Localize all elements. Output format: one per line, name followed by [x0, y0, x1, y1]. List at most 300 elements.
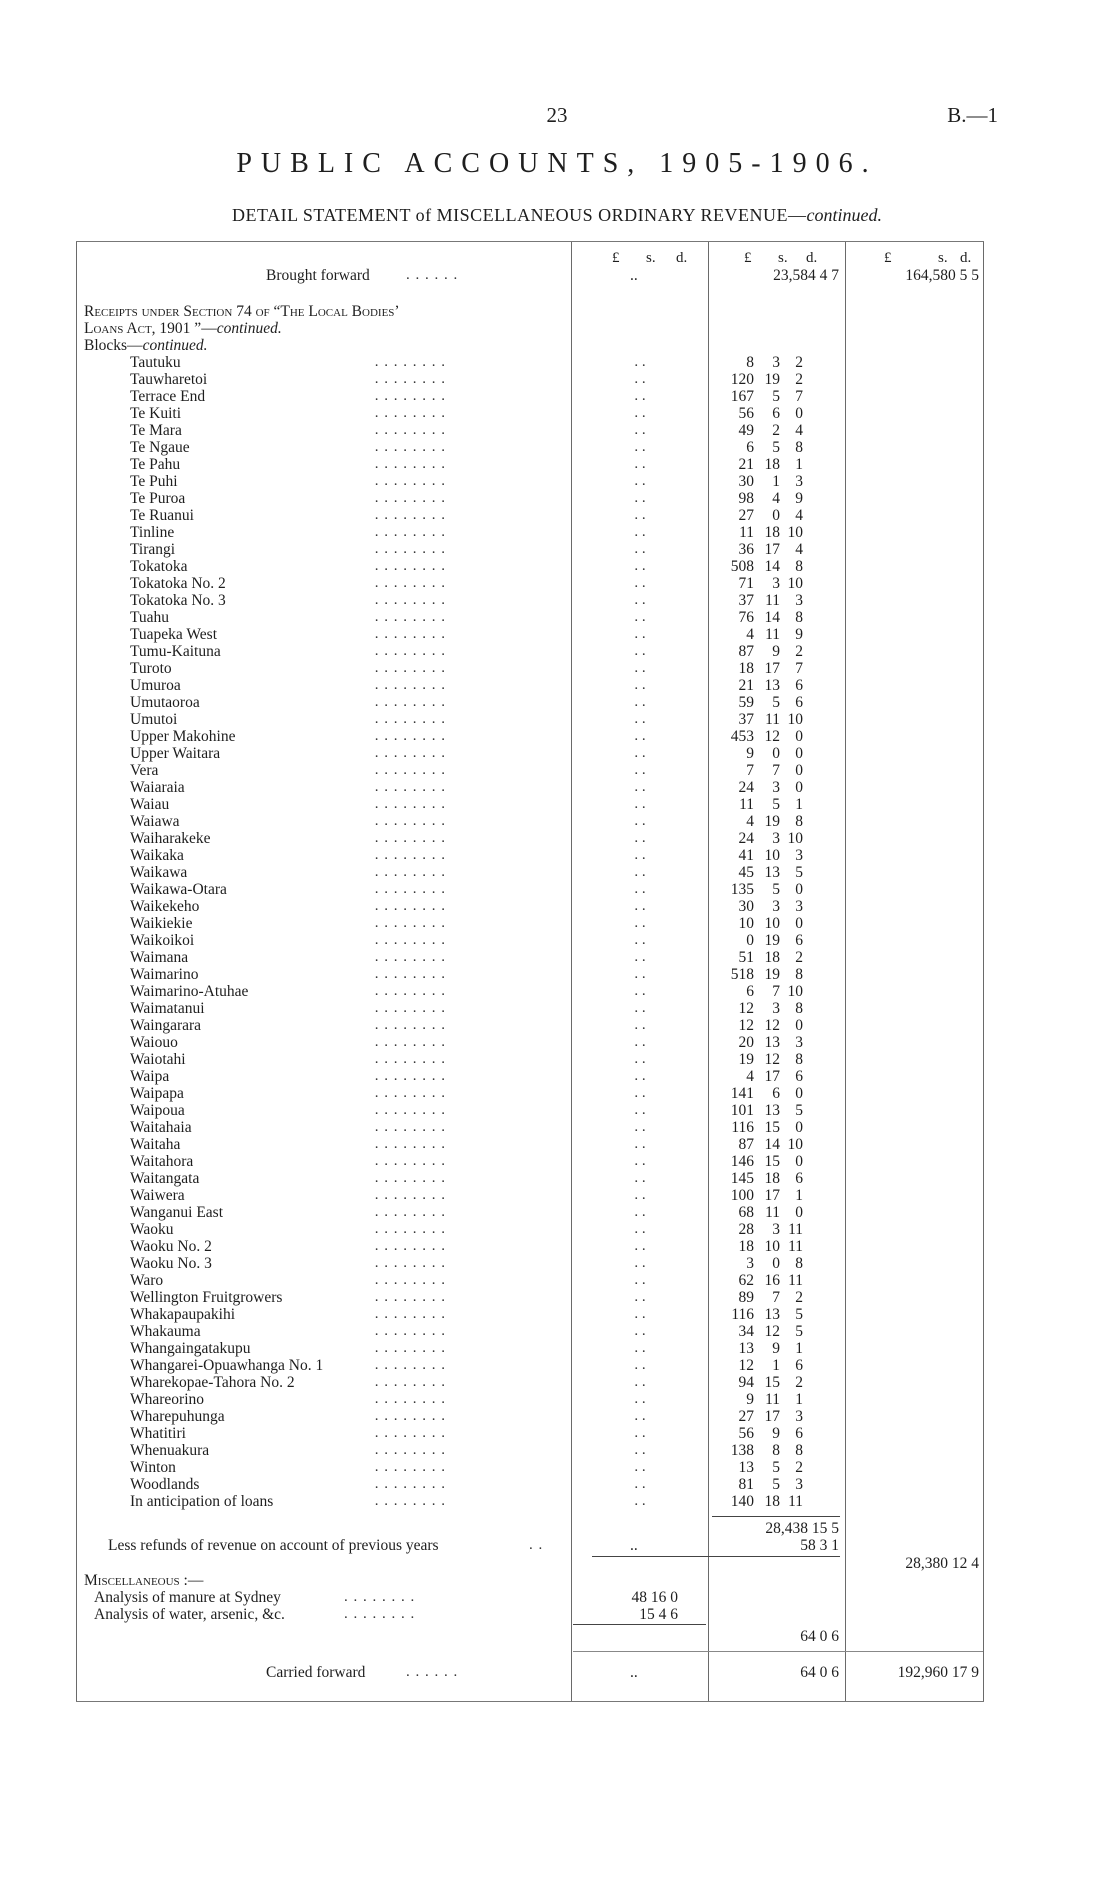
block-pence: 2 [795, 371, 803, 388]
row-leader-dots: . . . . . . . . [374, 881, 446, 897]
row-col1-dots: . . [634, 575, 646, 591]
section-heading-line1: Receipts under Section 74 of “The Local Bodies’ [84, 303, 400, 320]
block-shillings: 8 [772, 1442, 780, 1459]
block-name: Upper Makohine [130, 728, 236, 745]
block-pence: 3 [795, 1408, 803, 1425]
block-shillings: 11 [765, 1204, 780, 1221]
row-col1-dots: . . [634, 371, 646, 387]
misc-item-manure-label: Analysis of manure at Sydney [94, 1589, 281, 1606]
block-name: Waiotahi [130, 1051, 186, 1068]
refunds-col1: .. [630, 1537, 638, 1554]
table-row [76, 796, 984, 813]
row-leader-dots: . . . . . . . . [374, 473, 446, 489]
block-pounds: 19 [738, 1051, 754, 1068]
block-pence: 9 [795, 490, 803, 507]
brought-forward-label: Brought forward [266, 267, 370, 284]
block-name: Tumu-Kaituna [130, 643, 221, 660]
row-leader-dots: . . . . . . . . [374, 830, 446, 846]
block-pounds: 120 [730, 371, 754, 388]
table-row [76, 1476, 984, 1493]
col2-shillings-header: s. [778, 250, 788, 266]
page-subtitle [0, 205, 1114, 226]
block-shillings: 3 [772, 779, 780, 796]
block-name: Tauwharetoi [130, 371, 208, 388]
block-shillings: 18 [764, 949, 780, 966]
row-leader-dots: . . . . . . . . [374, 626, 446, 642]
block-pounds: 94 [738, 1374, 754, 1391]
table-row [76, 983, 984, 1000]
block-shillings: 17 [764, 1068, 780, 1085]
row-leader-dots: . . . . . . . . [374, 1238, 446, 1254]
block-pence: 3 [795, 473, 803, 490]
block-pounds: 8 [746, 354, 754, 371]
row-col1-dots: . . [634, 541, 646, 557]
document-code: B.—1 [947, 103, 998, 127]
block-name: Wellington Fruitgrowers [130, 1289, 283, 1306]
section-heading-line2-italic: continued. [216, 320, 282, 337]
block-shillings: 19 [764, 932, 780, 949]
table-row [76, 422, 984, 439]
row-leader-dots: . . . . . . . . [374, 388, 446, 404]
table-row [76, 371, 984, 388]
table-row [76, 490, 984, 507]
block-name: Te Ngaue [130, 439, 190, 456]
block-pounds: 4 [746, 1068, 754, 1085]
block-name: Wharekopae-Tahora No. 2 [130, 1374, 295, 1391]
block-pence: 4 [795, 507, 803, 524]
row-leader-dots: . . . . . . . . [374, 983, 446, 999]
col1-pound-header: £ [612, 250, 620, 266]
row-col1-dots: . . [634, 1255, 646, 1271]
block-shillings: 3 [772, 1221, 780, 1238]
table-row [76, 711, 984, 728]
table-row [76, 728, 984, 745]
block-name: Waikiekie [130, 915, 193, 932]
block-pence: 11 [788, 1238, 803, 1255]
row-col1-dots: . . [634, 1204, 646, 1220]
block-shillings: 3 [772, 354, 780, 371]
row-col1-dots: . . [634, 490, 646, 506]
block-shillings: 5 [772, 439, 780, 456]
carried-forward-dots: . . . . . . [406, 1664, 459, 1680]
block-shillings: 5 [772, 881, 780, 898]
table-row [76, 1017, 984, 1034]
row-leader-dots: . . . . . . . . [374, 1408, 446, 1424]
block-pence: 8 [795, 1000, 803, 1017]
row-leader-dots: . . . . . . . . [374, 898, 446, 914]
row-leader-dots: . . . . . . . . [374, 1391, 446, 1407]
block-pence: 2 [795, 354, 803, 371]
table-row [76, 1119, 984, 1136]
block-pounds: 21 [738, 456, 754, 473]
block-pounds: 116 [731, 1306, 754, 1323]
block-pounds: 4 [746, 813, 754, 830]
block-name: Waiwera [130, 1187, 185, 1204]
row-leader-dots: . . . . . . . . [374, 1000, 446, 1016]
block-pounds: 13 [738, 1459, 754, 1476]
row-leader-dots: . . . . . . . . [374, 847, 446, 863]
block-name: Whakauma [130, 1323, 201, 1340]
row-col1-dots: . . [634, 609, 646, 625]
block-name: Woodlands [130, 1476, 200, 1493]
table-row [76, 388, 984, 405]
row-leader-dots: . . . . . . . . [374, 1493, 446, 1509]
block-pence: 3 [795, 898, 803, 915]
row-col1-dots: . . [634, 983, 646, 999]
block-name: Waikawa [130, 864, 188, 881]
block-pounds: 71 [738, 575, 754, 592]
row-col1-dots: . . [634, 1323, 646, 1339]
block-pence: 5 [795, 1323, 803, 1340]
block-pounds: 10 [738, 915, 754, 932]
block-name: Tuapeka West [130, 626, 218, 643]
block-pence: 6 [795, 1425, 803, 1442]
block-name: Vera [130, 762, 159, 779]
row-col1-dots: . . [634, 1425, 646, 1441]
block-name: Whatitiri [130, 1425, 186, 1442]
block-name: Te Mara [130, 422, 182, 439]
block-pence: 1 [795, 1391, 803, 1408]
row-col1-dots: . . [634, 1391, 646, 1407]
block-pounds: 37 [738, 711, 754, 728]
block-pence: 10 [787, 983, 803, 1000]
block-shillings: 12 [764, 1051, 780, 1068]
block-name: Te Puhi [130, 473, 178, 490]
row-leader-dots: . . . . . . . . [374, 779, 446, 795]
row-leader-dots: . . . . . . . . [374, 1119, 446, 1135]
block-pounds: 146 [730, 1153, 754, 1170]
row-col1-dots: . . [634, 354, 646, 370]
row-col1-dots: . . [634, 660, 646, 676]
block-pounds: 56 [738, 1425, 754, 1442]
row-col1-dots: . . [634, 456, 646, 472]
row-col1-dots: . . [634, 1476, 646, 1492]
block-shillings: 5 [772, 796, 780, 813]
block-name: Waoku No. 2 [130, 1238, 212, 1255]
block-shillings: 14 [764, 1136, 780, 1153]
table-row [76, 745, 984, 762]
misc-item-manure-dots: . . . . . . . . [344, 1589, 416, 1605]
block-pence: 3 [795, 1034, 803, 1051]
row-leader-dots: . . . . . . . . [374, 694, 446, 710]
block-pence: 8 [795, 1051, 803, 1068]
row-col1-dots: . . [634, 1493, 646, 1509]
block-pence: 8 [795, 1442, 803, 1459]
block-pence: 2 [795, 1374, 803, 1391]
row-leader-dots: . . . . . . . . [374, 1425, 446, 1441]
block-pounds: 36 [738, 541, 754, 558]
block-pounds: 45 [738, 864, 754, 881]
row-leader-dots: . . . . . . . . [374, 1255, 446, 1271]
block-shillings: 5 [772, 1459, 780, 1476]
block-name: Waitangata [130, 1170, 200, 1187]
table-row [76, 439, 984, 456]
table-row [76, 1238, 984, 1255]
block-shillings: 12 [764, 728, 780, 745]
block-pence: 5 [795, 864, 803, 881]
block-shillings: 11 [765, 592, 780, 609]
block-name: Wanganui East [130, 1204, 224, 1221]
block-pence: 1 [795, 796, 803, 813]
row-leader-dots: . . . . . . . . [374, 915, 446, 931]
block-shillings: 11 [765, 711, 780, 728]
block-name: Tokatoka [130, 558, 188, 575]
row-leader-dots: . . . . . . . . [374, 1204, 446, 1220]
block-pounds: 28 [738, 1221, 754, 1238]
table-row [76, 1255, 984, 1272]
row-leader-dots: . . . . . . . . [374, 1085, 446, 1101]
block-pounds: 51 [738, 949, 754, 966]
table-row [76, 1153, 984, 1170]
block-shillings: 10 [764, 915, 780, 932]
col1-pence-header: d. [676, 250, 688, 266]
row-col1-dots: . . [634, 1221, 646, 1237]
block-pence: 10 [787, 524, 803, 541]
block-shillings: 4 [772, 490, 780, 507]
table-row [76, 1340, 984, 1357]
block-pounds: 24 [738, 830, 754, 847]
refunds-label: Less refunds of revenue on account of previous years [108, 1537, 439, 1554]
block-pounds: 20 [738, 1034, 754, 1051]
block-pence: 11 [788, 1272, 803, 1289]
block-pounds: 101 [730, 1102, 754, 1119]
block-pence: 2 [795, 949, 803, 966]
table-row [76, 949, 984, 966]
block-pounds: 49 [738, 422, 754, 439]
block-pounds: 7 [746, 762, 754, 779]
block-name: Whakapaupakihi [130, 1306, 236, 1323]
block-shillings: 11 [765, 1391, 780, 1408]
block-pounds: 6 [746, 983, 754, 1000]
table-row [76, 1357, 984, 1374]
block-pence: 3 [795, 592, 803, 609]
table-row [76, 1000, 984, 1017]
row-leader-dots: . . . . . . . . [374, 728, 446, 744]
block-shillings: 9 [772, 643, 780, 660]
row-col1-dots: . . [634, 711, 646, 727]
carried-forward-label: Carried forward [266, 1664, 366, 1681]
col1-shillings-header: s. [646, 250, 656, 266]
block-name: Waimana [130, 949, 189, 966]
block-pence: 5 [795, 1306, 803, 1323]
row-col1-dots: . . [634, 1102, 646, 1118]
block-shillings: 2 [772, 422, 780, 439]
block-name: Whangaingatakupu [130, 1340, 251, 1357]
block-pounds: 76 [738, 609, 754, 626]
block-pence: 8 [795, 558, 803, 575]
block-pence: 0 [795, 405, 803, 422]
row-col1-dots: . . [634, 439, 646, 455]
block-name: Waiaraia [130, 779, 185, 796]
row-col1-dots: . . [634, 864, 646, 880]
row-leader-dots: . . . . . . . . [374, 1289, 446, 1305]
table-row [76, 575, 984, 592]
block-pence: 6 [795, 1170, 803, 1187]
row-col1-dots: . . [634, 1085, 646, 1101]
table-row [76, 609, 984, 626]
block-pence: 6 [795, 694, 803, 711]
block-pence: 8 [795, 1255, 803, 1272]
block-pence: 8 [795, 609, 803, 626]
block-pence: 0 [795, 881, 803, 898]
carried-forward-col1: .. [630, 1664, 638, 1681]
block-name: Waikekeho [130, 898, 200, 915]
table-row [76, 1425, 984, 1442]
row-col1-dots: . . [634, 473, 646, 489]
block-pence: 0 [795, 728, 803, 745]
misc-item-water-dots: . . . . . . . . [344, 1606, 416, 1622]
block-shillings: 13 [764, 1102, 780, 1119]
block-pounds: 6 [746, 439, 754, 456]
table-row [76, 864, 984, 881]
block-shillings: 0 [772, 507, 780, 524]
block-name: Waikaka [130, 847, 184, 864]
table-row [76, 762, 984, 779]
table-row [76, 1187, 984, 1204]
row-col1-dots: . . [634, 932, 646, 948]
block-pounds: 62 [738, 1272, 754, 1289]
block-name: Winton [130, 1459, 176, 1476]
row-col1-dots: . . [634, 1034, 646, 1050]
row-col1-dots: . . [634, 1153, 646, 1169]
block-shillings: 3 [772, 1000, 780, 1017]
row-leader-dots: . . . . . . . . [374, 1153, 446, 1169]
block-shillings: 18 [764, 524, 780, 541]
block-pounds: 27 [738, 507, 754, 524]
row-leader-dots: . . . . . . . . [374, 490, 446, 506]
row-col1-dots: . . [634, 966, 646, 982]
blocks-subheading: Blocks— [84, 337, 143, 354]
row-col1-dots: . . [634, 1000, 646, 1016]
row-col1-dots: . . [634, 1306, 646, 1322]
block-pounds: 18 [738, 660, 754, 677]
block-pence: 1 [795, 1340, 803, 1357]
block-name: Tokatoka No. 3 [130, 592, 226, 609]
row-col1-dots: . . [634, 779, 646, 795]
block-pence: 10 [787, 575, 803, 592]
block-pounds: 87 [738, 643, 754, 660]
row-leader-dots: . . . . . . . . [374, 1187, 446, 1203]
block-pounds: 68 [738, 1204, 754, 1221]
revenue-table [76, 241, 984, 1702]
block-name: Waikoikoi [130, 932, 195, 949]
block-pence: 8 [795, 813, 803, 830]
row-leader-dots: . . . . . . . . [374, 524, 446, 540]
table-row [76, 779, 984, 796]
block-pounds: 30 [738, 898, 754, 915]
col3-pence-header: d. [960, 250, 972, 266]
table-row [76, 1289, 984, 1306]
row-leader-dots: . . . . . . . . [374, 1340, 446, 1356]
block-name: Waingarara [130, 1017, 202, 1034]
block-pounds: 453 [730, 728, 754, 745]
block-name: Upper Waitara [130, 745, 221, 762]
block-shillings: 16 [764, 1272, 780, 1289]
block-pence: 0 [795, 1085, 803, 1102]
carried-forward-col2: 64 0 6 [800, 1664, 839, 1681]
row-leader-dots: . . . . . . . . [374, 711, 446, 727]
block-pounds: 140 [730, 1493, 754, 1510]
block-shillings: 14 [764, 609, 780, 626]
block-shillings: 18 [764, 456, 780, 473]
page-title: PUBLIC ACCOUNTS, 1905-1906. [236, 148, 878, 179]
row-leader-dots: . . . . . . . . [374, 1102, 446, 1118]
row-leader-dots: . . . . . . . . [374, 796, 446, 812]
block-pounds: 41 [738, 847, 754, 864]
block-pence: 9 [795, 626, 803, 643]
row-col1-dots: . . [634, 1051, 646, 1067]
table-row [76, 677, 984, 694]
row-col1-dots: . . [634, 1272, 646, 1288]
block-pence: 0 [795, 762, 803, 779]
table-row [76, 626, 984, 643]
refunds-rule [592, 1556, 840, 1557]
block-shillings: 3 [772, 830, 780, 847]
block-shillings: 17 [764, 541, 780, 558]
misc-item-manure-value: 48 16 0 [631, 1589, 678, 1606]
row-leader-dots: . . . . . . . . [374, 507, 446, 523]
table-row [76, 592, 984, 609]
block-pence: 2 [795, 1289, 803, 1306]
block-pence: 3 [795, 847, 803, 864]
row-col1-dots: . . [634, 507, 646, 523]
block-pounds: 13 [738, 1340, 754, 1357]
block-pence: 6 [795, 932, 803, 949]
block-pounds: 12 [738, 1017, 754, 1034]
table-row [76, 932, 984, 949]
row-leader-dots: . . . . . . . . [374, 643, 446, 659]
row-leader-dots: . . . . . . . . [374, 1051, 446, 1067]
block-pounds: 18 [738, 1238, 754, 1255]
block-name: Waiharakeke [130, 830, 211, 847]
subtitle-main: DETAIL STATEMENT of MISCELLANEOUS ORDINARY REVENUE— [232, 205, 807, 225]
row-leader-dots: . . . . . . . . [374, 541, 446, 557]
row-leader-dots: . . . . . . . . [374, 575, 446, 591]
row-leader-dots: . . . . . . . . [374, 1476, 446, 1492]
block-name: Waitahaia [130, 1119, 192, 1136]
table-row [76, 915, 984, 932]
block-shillings: 7 [772, 983, 780, 1000]
block-name: Whangarei-Opuawhanga No. 1 [130, 1357, 324, 1374]
block-pounds: 11 [739, 524, 754, 541]
row-leader-dots: . . . . . . . . [374, 354, 446, 370]
block-shillings: 13 [764, 1034, 780, 1051]
block-shillings: 15 [764, 1374, 780, 1391]
row-col1-dots: . . [634, 1238, 646, 1254]
table-row [76, 898, 984, 915]
table-row [76, 1204, 984, 1221]
block-name: Tokatoka No. 2 [130, 575, 226, 592]
block-name: Tuahu [130, 609, 170, 626]
block-shillings: 17 [764, 1187, 780, 1204]
table-row [76, 1374, 984, 1391]
col3-shillings-header: s. [938, 250, 948, 266]
block-shillings: 15 [764, 1119, 780, 1136]
row-leader-dots: . . . . . . . . [374, 422, 446, 438]
block-name: Waiouo [130, 1034, 178, 1051]
table-row [76, 541, 984, 558]
row-col1-dots: . . [634, 830, 646, 846]
block-name: Waitaha [130, 1136, 181, 1153]
table-row [76, 1051, 984, 1068]
block-pence: 0 [795, 745, 803, 762]
block-pounds: 37 [738, 592, 754, 609]
block-name: Terrace End [130, 388, 206, 405]
table-row [76, 1306, 984, 1323]
row-leader-dots: . . . . . . . . [374, 1017, 446, 1033]
block-shillings: 3 [772, 575, 780, 592]
row-col1-dots: . . [634, 1289, 646, 1305]
